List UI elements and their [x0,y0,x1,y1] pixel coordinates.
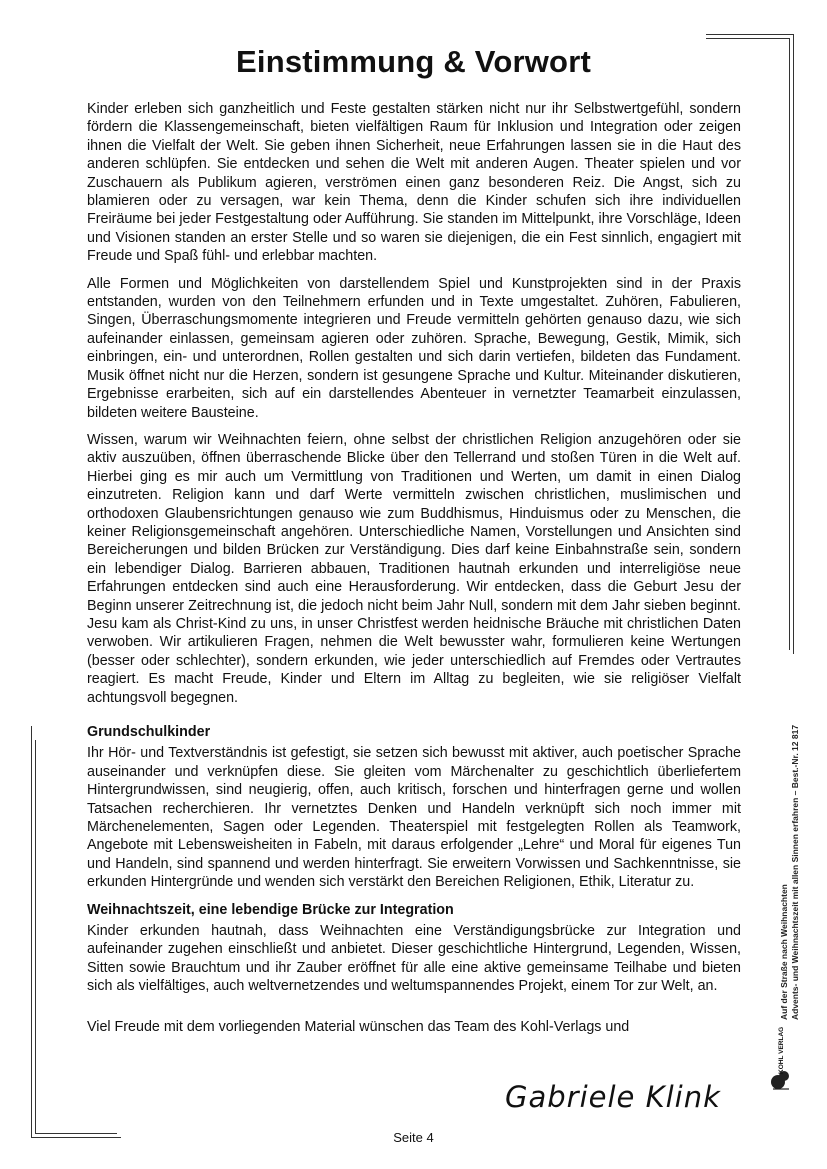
frame-top-right-line-inner [706,38,790,39]
side-book-info [779,640,801,1020]
intro-paragraph-3: Wissen, warum wir Weihnachten feiern, ohne selbst der christlichen Religion anzugehören oder sie aktiv auszuüben, öffnen überraschende Blicke über den Tellerrand und stoßen Türen in die Welt auf. Hierbei ging es mir auch um Vermittlung von Traditionen und Werten, um damit in einen Dialog einzutreten. Religion kann und darf Werte vermitteln zwischen christlichen, muslimischen und orthodoxen Glaubensrichtungen genauso wie zum Buddhismus, Hinduismus oder zu Menschen, die keiner Religionsgemeinschaft angehören. Unterschiedliche Namen, Vorstellungen und Ansichten sind Bereicherungen und bilden Brücken zur Verständigung. Dies darf keine Einbahnstraße sein, sondern ein lebendiger Dialog. Barrieren abbauen, Traditionen hautnah erkunden und interreligiöse neue Erfahrungen entdecken sind auch eine Herausforderung. Wir entdecken, dass die Geburt Jesu der Beginn unserer Zeitrechnung ist, die jedoch nicht beim Jahr Null, sondern mit dem Jahr sieben beginnt. Jesu kam als Christ-Kind zu uns, in unser Christfest werden heidnische Bräuche mit christlichen Daten verwoben. Wir artikulieren Fragen, nehmen die Welt bewusster wahr, formulieren keine Wertungen (besser oder schlechter), sondern erkunden, wie jeder unterschiedlich auf Fremdes oder Vertrautes reagiert. Es macht Freude, Kinder und Eltern im Alltag zu begleiten, wie sie religiöser Vielfalt achtungsvoll begegnen. [87,431,741,706]
page-title: Einstimmung & Vorwort [236,44,591,79]
side-book-subtitle: Advents- und Weihnachtszeit mit allen Sinnen erfahren – Best.-Nr. 12 817 [790,724,800,1020]
section-heading-grundschulkinder: Grundschulkinder [87,724,211,740]
main-content [87,100,741,1045]
intro-paragraph-1: Kinder erleben sich ganzheitlich und Feste gestalten stärken nicht nur ihr Selbstwertgefühl, sondern fördern die Klassengemeinschaft, bieten vielfältigen Raum für Inklusion und Integration oder zeigen ihnen die Vielfalt der Welt. Sie geben ihnen Sicherheit, neue Erfahrungen lassen sie in die Haut des anderen schlüpfen. Sie entdecken und sehen die Welt mit anderen Augen. Theater spielen und vor Zuschauern als Publikum agieren, verströmen einen ganz besonderen Reiz. Die Angst, sich zu blamieren oder zu versagen, war kein Thema, denn die Kinder schufen sich ihre individuellen Freiräume bei jeder Festgestaltung oder Aufführung. Sie standen im Mittelpunkt, ihre Vorschläge, Ideen und Visionen standen an erster Stelle und so waren sie diejenigen, die ein Fest sinnlich, engagiert mit Freude und Spaß fühl- und erlebbar machten. [87,101,741,265]
frame-left-vertical [31,726,32,1138]
closing-line: Viel Freude mit dem vorliegenden Material wünschen das Team des Kohl-Verlags und [87,1018,630,1035]
section-heading-weihnachtszeit: Weihnachtszeit, eine lebendige Brücke zur Integration [87,901,454,918]
page-number: Seite 4 [393,1130,434,1145]
frame-left-vertical-inner [35,740,36,1134]
intro-paragraph-2: Alle Formen und Möglichkeiten von darstellendem Spiel und Kunstprojekten sind in der Praxis entstanden, wurden von den Teilnehmern erfunden und in Texte umgestaltet. Zuhören, Fabulieren, Singen, Überraschungsmomente integrieren und Freude vermitteln gehörten genauso dazu, wie sich aufeinander einlassen, gemeinsam agieren oder zuhören. Sprache, Bewegung, Gestik, Mimik, sich einbringen, ein- und unterordnen, Rollen gestalten und sich darin vertiefen, bildeten das Fundament. Musik öffnet nicht nur die Herzen, sondern ist gesungene Sprache und Kultur. Miteinander diskutieren, Ergebnisse erarbeiten, sich auf ein darstellendes Abenteuer in vernetzter Teamarbeit einzulassen, bildeten weitere Bausteine. [87,275,741,421]
side-book-title: Auf der Straße nach Weihnachten [779,884,789,1020]
section-text-grundschulkinder: Ihr Hör- und Textverständnis ist gefestigt, sie setzen sich bewusst mit aktiver, auch poetischer Sprache auseinander und verknüpfen diese. Sie gleiten vom Märchenalter zu geschichtlich überliefertem Hintergrundwissen, sind neugierig, offen, auch kritisch, forschen und hinterfragen gerne und wollen Tatsachen recherchieren. Ihr vernetztes Denken und Handeln verknüpft sich noch immer mit Märchenelementen, Sagen oder Legenden. Theaterspiel mit festgelegten Rollen als Teamwork, Angebote mit Lebensweisheiten in Fabeln, mit daraus erfolgender „Lehre“ und Moral für eigenes Tun und Handeln, sind spannend und werden hinterfragt. Sie erweitern Vorwissen und Sachkenntnisse, sie erkunden Hintergründe und wenden sich verstärkt den Bereichen Religionen, Ethik, Literatur zu. [87,745,741,891]
frame-top-right-line [706,34,794,35]
author-signature: Gabriele Klink [505,1080,721,1114]
section-text-weihnachtszeit: Kinder erkunden hautnah, dass Weihnachten eine Verständigungsbrücke zur Integration und aufeinander zugehen einschließt und anbietet. Dieser geschichtliche Hintergrund, Legenden, Wissen, Sitten sowie Brauchtum und ihr Zauber eröffnet für alle eine aktive gemeinsame Teilhabe und bieten sich als vielfältiges, auch weltvernetzendes und weltumspannendes Projekt, einem Tor zur Welt, an. [87,923,741,995]
frame-right-vertical-inner [789,38,790,650]
kohl-verlag-logo-text: KOHL VERLAG [778,1026,785,1074]
frame-right-vertical [793,34,794,654]
